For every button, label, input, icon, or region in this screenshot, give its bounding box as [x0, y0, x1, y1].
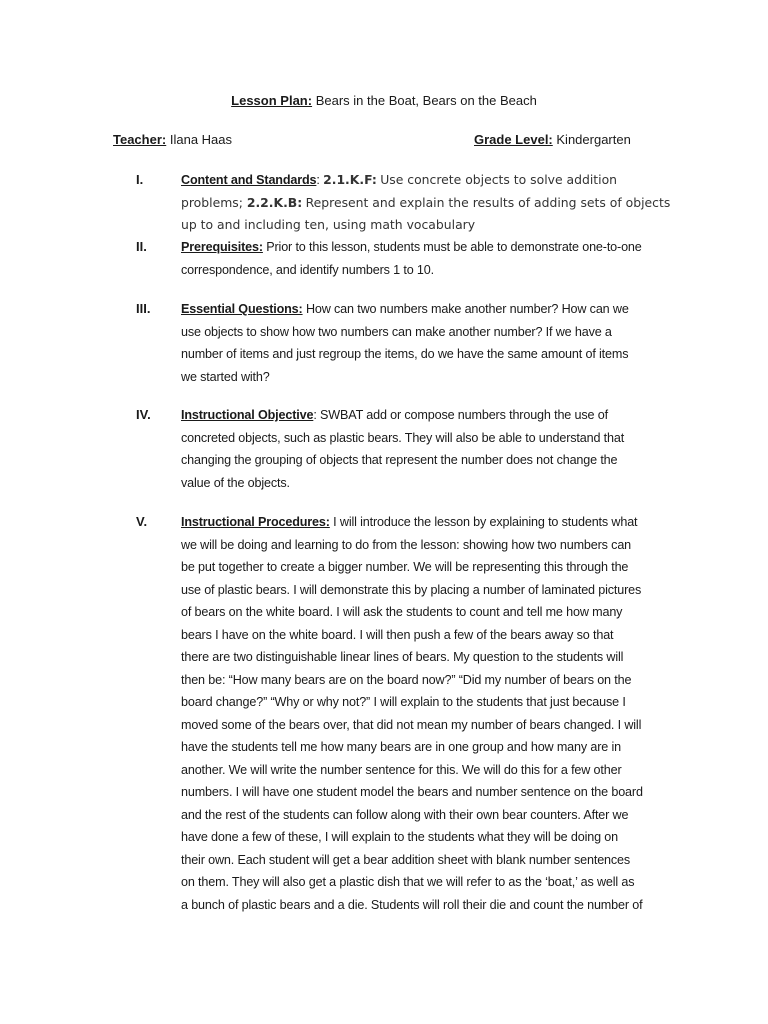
section-numeral: IV.: [136, 407, 151, 422]
section-line: use of plastic bears. I will demonstrate this by placing a number of laminated pictures: [181, 582, 642, 597]
section-numeral: II.: [136, 239, 147, 254]
section-body: [181, 404, 654, 494]
section-line: and the rest of the students can follow along with their own bear counters. After we: [181, 807, 629, 822]
section-line: then be: “How many bears are on the board now?” “Did my number of bears on the: [181, 672, 632, 687]
section-body: [181, 511, 654, 916]
section-line: correspondence, and identify numbers 1 to 10.: [181, 262, 434, 277]
section-line: number of items and just regroup the items, do we have the same amount of items: [181, 347, 629, 361]
lesson-plan-title: Bears in the Boat, Bears on the Beach: [315, 93, 537, 108]
standard-code: 2.1.K.F:: [323, 172, 377, 187]
section-heading: Essential Questions:: [181, 302, 303, 316]
section-line: up to and including ten, using math vocabulary: [181, 217, 476, 232]
lesson-title: [0, 92, 768, 110]
standard-text: Use concrete objects to solve addition: [380, 172, 618, 187]
section-line: we will be doing and learning to do from the lesson: showing how two numbers can: [181, 537, 632, 552]
grade-label: Grade Level:: [474, 132, 553, 147]
teacher-line: [113, 131, 232, 149]
section-line: there are two distinguishable linear lines of bears. My question to the students will: [181, 650, 624, 664]
grade-line: [474, 131, 631, 149]
section-numeral: III.: [136, 301, 151, 316]
teacher-name: Ilana Haas: [169, 132, 233, 147]
section-line: Instructional Objective: SWBAT add or compose numbers through the use of: [181, 408, 608, 422]
section-numeral: V.: [136, 514, 148, 529]
section-line: bears I have on the white board. I will then push a few of the bears away so that: [181, 627, 614, 642]
section-line: Instructional Procedures: I will introduce the lesson by explaining to students what: [181, 515, 638, 529]
standard-code: 2.2.K.B:: [246, 194, 303, 210]
section-line: on them. They will also get a plastic dish that we will refer to as the ‘boat,’ as well as: [181, 875, 635, 889]
section-line: numbers. I will have one student model the bears and number sentence on the board: [181, 785, 643, 799]
section-heading: Content and Standards: [181, 173, 317, 187]
standard-text: Represent and explain the results of adding sets of objects: [305, 194, 671, 210]
section-line: be put together to create a bigger number. We will be representing this through the: [181, 560, 629, 574]
section-line: Content and Standards: 2.1.K.F: Use concrete objects to solve addition: [181, 172, 618, 187]
section-body: [181, 298, 654, 388]
section-line: board change?” “Why or why not?” I will explain to the students that just because I: [181, 695, 626, 709]
section-line: a bunch of plastic bears and a die. Students will roll their die and count the number of: [181, 897, 643, 912]
section-line: another. We will write the number sentence for this. We will do this for a few other: [181, 762, 622, 777]
section-line: their own. Each student will get a bear addition sheet with blank number sentences: [181, 852, 631, 867]
teacher-label: Teacher:: [113, 132, 167, 147]
section-line: Essential Questions: How can two numbers make another number? How can we: [181, 302, 629, 316]
section-heading: Prerequisites:: [181, 240, 263, 254]
lesson-plan-label: Lesson Plan:: [231, 93, 313, 108]
section-line: Prerequisites: Prior to this lesson, students must be able to demonstrate one-to-one: [181, 240, 642, 254]
section-line: have done a few of these, I will explain to the students what they will be doing on: [181, 830, 619, 844]
section-heading: Instructional Procedures:: [181, 515, 330, 529]
section-heading: Instructional Objective: [181, 408, 314, 422]
section-body: [181, 169, 671, 237]
section-line: changing the grouping of objects that represent the number does not change the: [181, 453, 618, 467]
section-numeral: I.: [136, 172, 144, 187]
section-body: [181, 236, 654, 281]
section-line: value of the objects.: [181, 475, 290, 490]
section-line: concreted objects, such as plastic bears. They will also be able to understand that: [181, 430, 625, 445]
section-line: have the students tell me how many bears are in one group and how many are in: [181, 740, 621, 754]
grade-value: Kindergarten: [556, 132, 631, 147]
section-line: problems; 2.2.K.B: Represent and explain the results of adding sets of objects: [181, 194, 671, 210]
section-line: moved some of the bears over, that did not mean my number of bears changed. I will: [181, 717, 642, 732]
section-line: use objects to show how two numbers can make another number? If we have a: [181, 324, 612, 339]
section-line: of bears on the white board. I will ask the students to count and tell me how many: [181, 605, 623, 619]
section-line: we started with?: [181, 369, 270, 384]
